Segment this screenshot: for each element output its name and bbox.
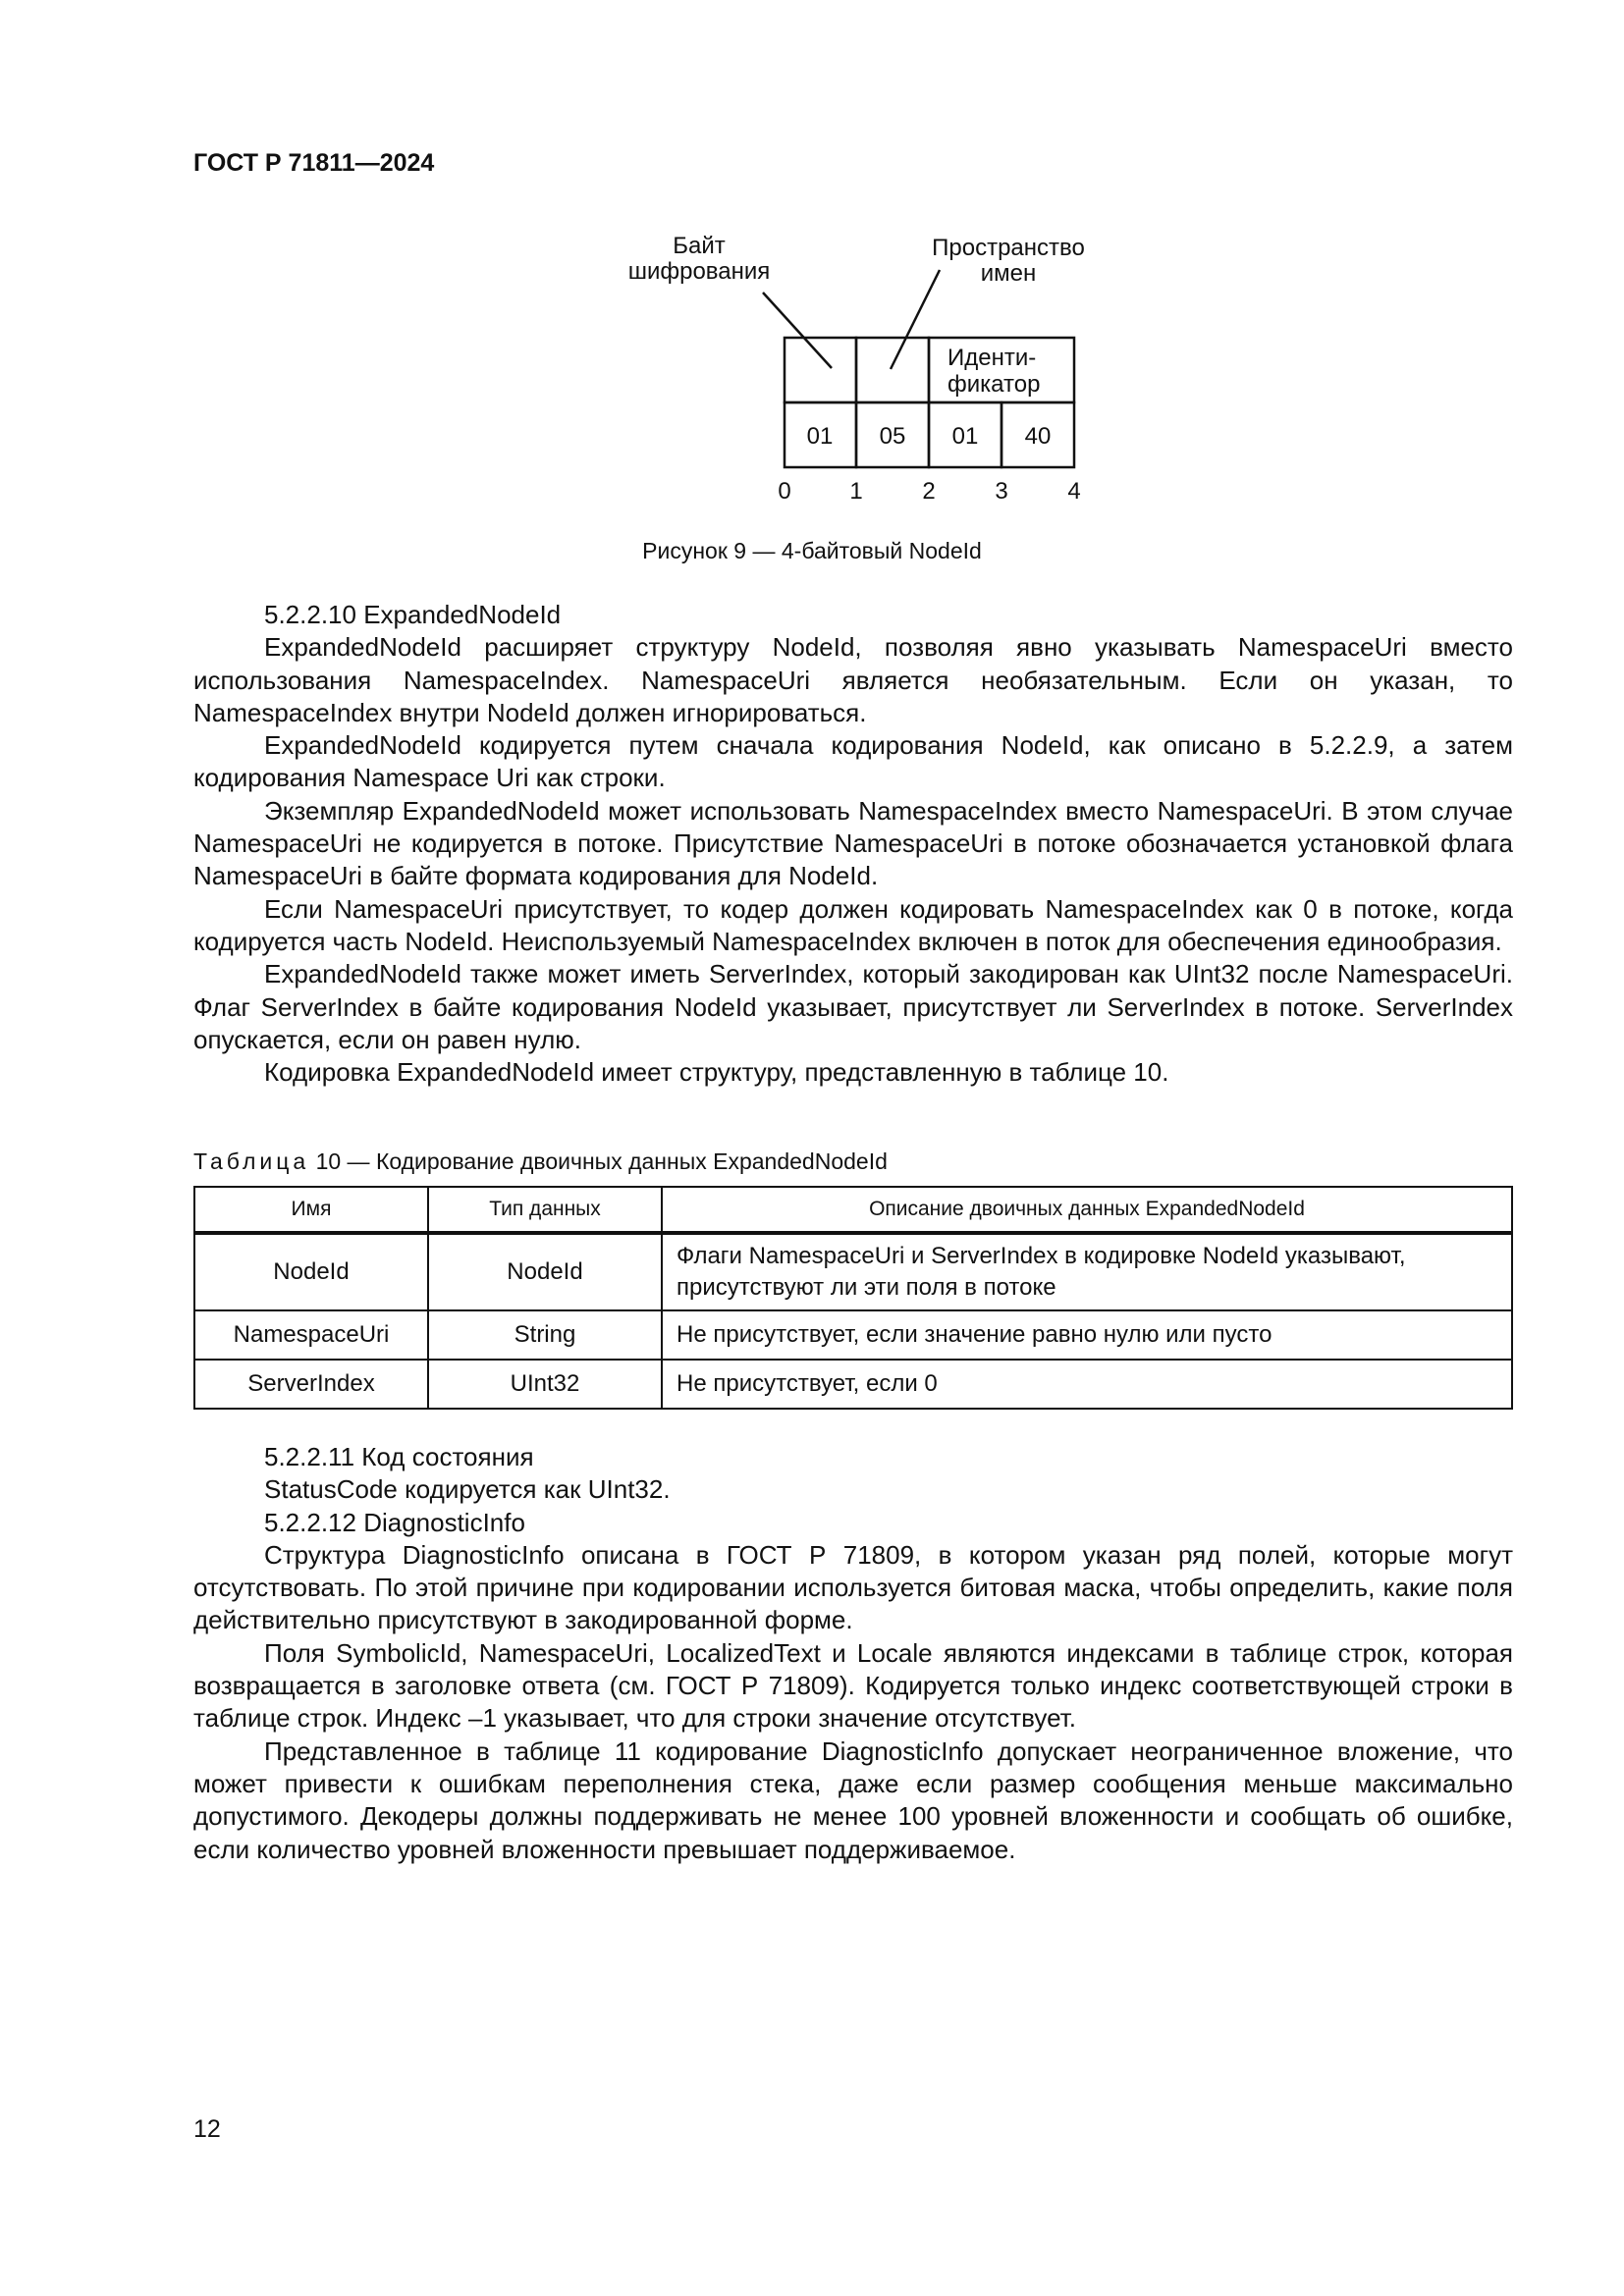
offset-1: 1 bbox=[849, 478, 863, 505]
offset-3: 3 bbox=[995, 478, 1008, 505]
table-cell-name: ServerIndex bbox=[194, 1360, 428, 1409]
identifier-label-line1: Иденти- bbox=[947, 345, 1037, 371]
section-status-and-diagnostics bbox=[193, 1441, 1513, 1866]
byte-pointer-line bbox=[763, 293, 832, 368]
namespace-label-line2: имен bbox=[980, 260, 1037, 287]
table-caption-word: Таблица bbox=[193, 1148, 310, 1174]
expandednodeid-table bbox=[193, 1186, 1513, 1410]
document-header: ГОСТ Р 71811—2024 bbox=[193, 149, 435, 177]
offset-4: 4 bbox=[1067, 478, 1081, 505]
section-expandednodeid bbox=[193, 599, 1513, 1089]
table-cell-type: NodeId bbox=[428, 1233, 662, 1310]
figure-caption: Рисунок 9 — 4-байтовый NodeId bbox=[642, 538, 982, 563]
table-cell-description: Не присутствует, если значение равно нулю или пусто bbox=[662, 1310, 1512, 1360]
byte-value-1: 05 bbox=[879, 423, 906, 450]
paragraph: Представленное в таблице 11 кодирование DiagnosticInfo допускает неограниченное вложение, что может привести к ошибкам переполнения стека, даже если размер сообщения меньше максимально допустимого. Декодеры должны поддерживать не менее 100 уровней вложенности и сообщать об ошибке, если количество уровней вложенности превышает поддерживаемое. bbox=[193, 1735, 1513, 1864]
table-cell-name: NodeId bbox=[194, 1233, 428, 1310]
offset-2: 2 bbox=[922, 478, 936, 505]
paragraph: Кодировка ExpandedNodeId имеет структуру, представленную в таблице 10. bbox=[264, 1057, 1169, 1088]
namespace-pointer-line bbox=[891, 270, 940, 369]
table-row bbox=[194, 1310, 1512, 1360]
table-header-name: Имя bbox=[194, 1187, 428, 1233]
table-header-row bbox=[194, 1187, 1512, 1233]
paragraph: ExpandedNodeId кодируется путем сначала кодирования NodeId, как описано в 5.2.2.9, а затем кодирования Namespace Uri как строки. bbox=[193, 730, 1513, 793]
table-cell-description: Не присутствует, если 0 bbox=[662, 1360, 1512, 1409]
identifier-label-line2: фикатор bbox=[947, 371, 1041, 398]
table-caption bbox=[193, 1148, 888, 1175]
table-cell-description: Флаги NamespaceUri и ServerIndex в кодировке NodeId указывают, присутствуют ли эти поля в потоке bbox=[662, 1233, 1512, 1310]
byte-label-line2: шифрования bbox=[627, 258, 771, 285]
table-cell-type: UInt32 bbox=[428, 1360, 662, 1409]
paragraph: Поля SymbolicId, NamespaceUri, LocalizedText и Locale являются индексами в таблице строк, которая возвращается в заголовке ответа (см. ГОСТ Р 71809). Кодируется только индекс соответствующей строки в таблице строк. Индекс –1 указывает, что для строки значение отсутствует. bbox=[193, 1637, 1513, 1734]
section-heading: 5.2.2.12 DiagnosticInfo bbox=[264, 1507, 525, 1537]
byte-value-2: 01 bbox=[951, 423, 979, 450]
table-header-description: Описание двоичных данных ExpandedNodeId bbox=[662, 1187, 1512, 1233]
table-row bbox=[194, 1360, 1512, 1409]
byte-label-line1: Байт bbox=[673, 233, 726, 259]
paragraph: Если NamespaceUri присутствует, то кодер должен кодировать NamespaceIndex как 0 в потоке, когда кодируется часть NodeId. Неиспользуемый NamespaceIndex включен в поток для обеспечения единообразия. bbox=[193, 893, 1513, 956]
page-number: 12 bbox=[193, 2115, 221, 2143]
table-cell-name: NamespaceUri bbox=[194, 1310, 428, 1360]
section-heading: 5.2.2.10 ExpandedNodeId bbox=[264, 600, 562, 629]
byte-box-0-top bbox=[785, 338, 856, 402]
byte-value-0: 01 bbox=[806, 423, 834, 450]
paragraph: Структура DiagnosticInfo описана в ГОСТ Р 71809, в котором указан ряд полей, которые могут отсутствовать. По этой причине при кодировании используется битовая маска, чтобы определить, какие поля действительно присутствуют в закодированной форме. bbox=[193, 1539, 1513, 1635]
paragraph: Экземпляр ExpandedNodeId может использовать NamespaceIndex вместо NamespaceUri. В этом случае NamespaceUri не кодируется в потоке. Присутствие NamespaceUri в потоке обозначается установкой флага NamespaceUri в байте формата кодирования для NodeId. bbox=[193, 795, 1513, 891]
table-cell-type: String bbox=[428, 1310, 662, 1360]
table-caption-text: 10 — Кодирование двоичных данных ExpandedNodeId bbox=[315, 1148, 888, 1174]
table-row bbox=[194, 1233, 1512, 1310]
section-heading: 5.2.2.11 Код состояния bbox=[264, 1442, 534, 1471]
table-header-type: Тип данных bbox=[428, 1187, 662, 1233]
nodeid-figure bbox=[0, 0, 1624, 550]
paragraph: ExpandedNodeId расширяет структуру NodeId, позволяя явно указывать NamespaceUri вместо использования NamespaceIndex. NamespaceUri является необязательным. Если он указан, то NamespaceIndex внутри NodeId должен игнорироваться. bbox=[193, 632, 1513, 727]
byte-box-1-top bbox=[856, 338, 929, 402]
paragraph: StatusCode кодируется как UInt32. bbox=[264, 1474, 671, 1505]
namespace-label-line1: Пространство bbox=[932, 235, 1085, 261]
byte-value-3: 40 bbox=[1024, 423, 1052, 450]
paragraph: ExpandedNodeId также может иметь ServerIndex, который закодирован как UInt32 после NamespaceUri. Флаг ServerIndex в байте кодирования NodeId указывает, присутствует ли ServerIndex в потоке. ServerIndex опускается, если он равен нулю. bbox=[193, 959, 1513, 1054]
offset-0: 0 bbox=[778, 478, 791, 505]
